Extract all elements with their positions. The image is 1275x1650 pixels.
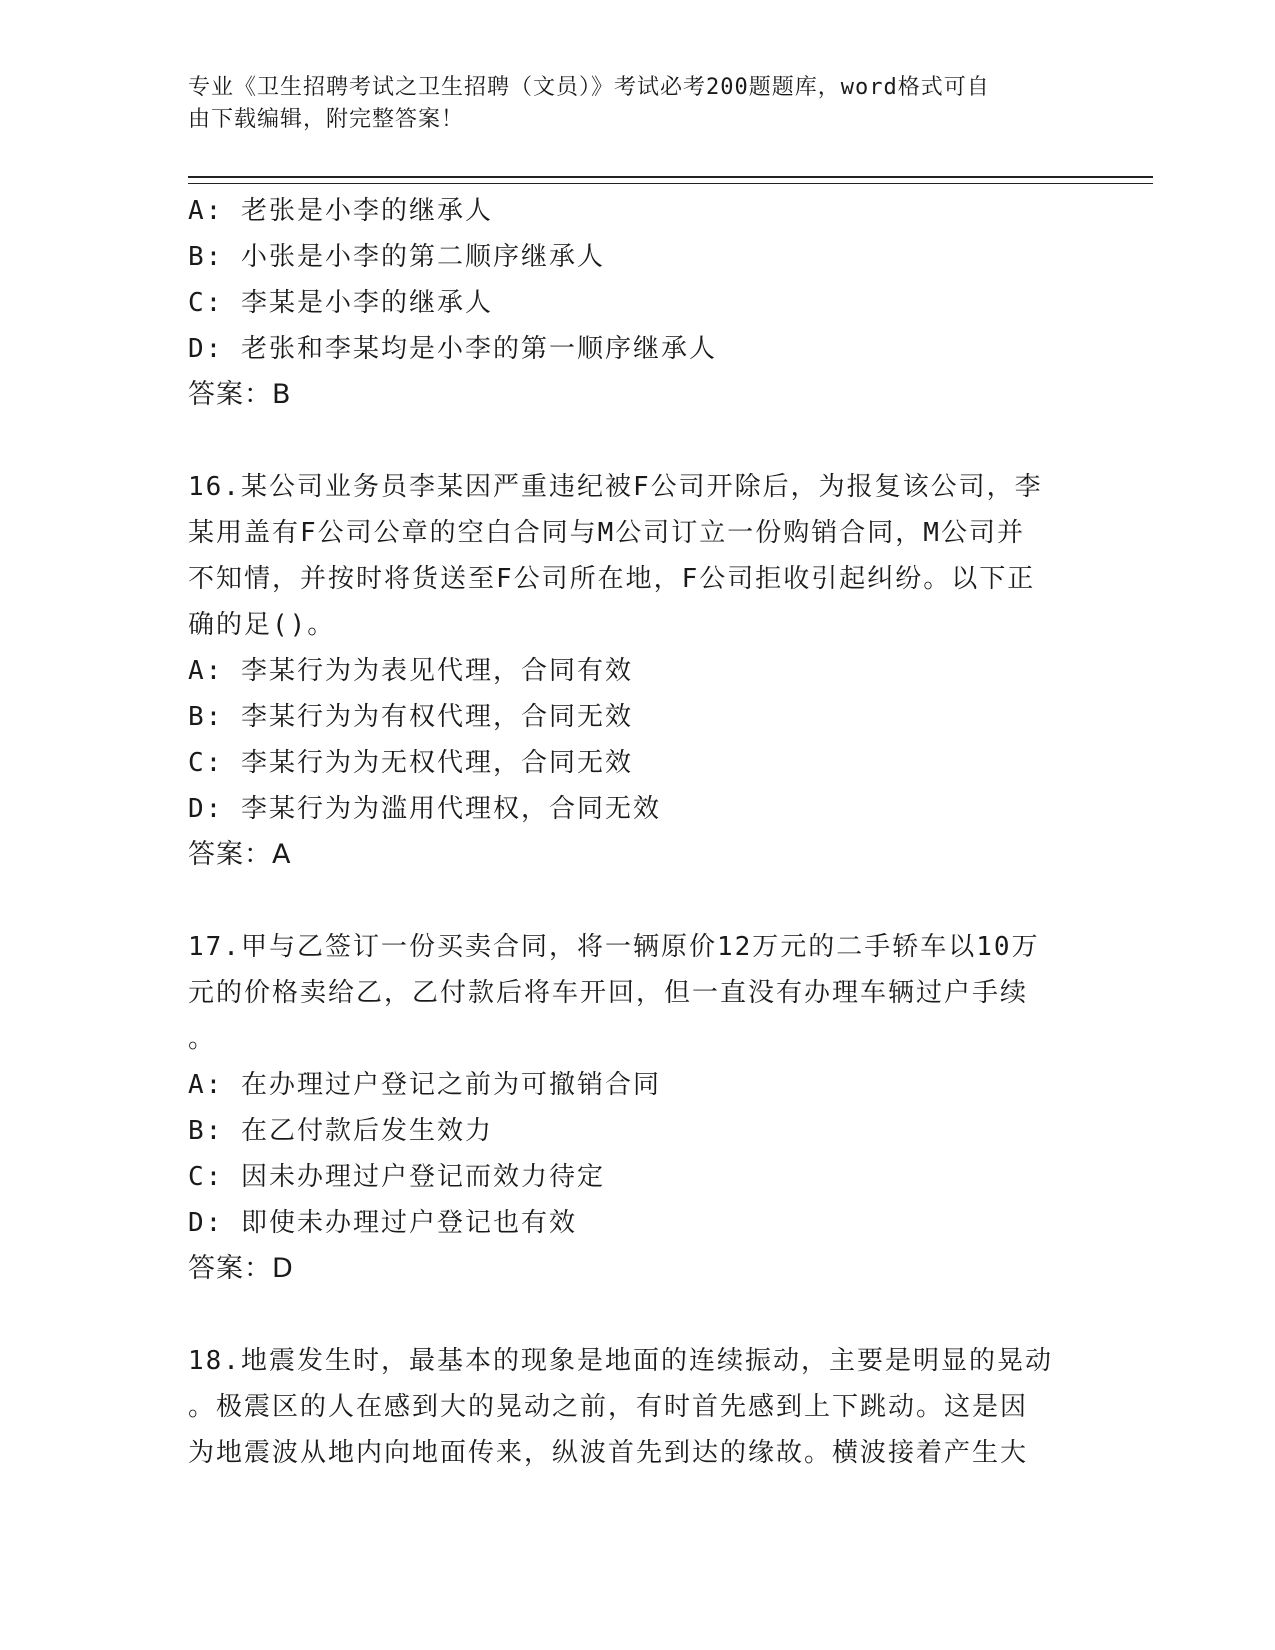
question-stem-line: 。极震区的人在感到大的晃动之前，有时首先感到上下跳动。这是因 bbox=[188, 1392, 1029, 1422]
spacer bbox=[188, 1292, 1088, 1338]
question-stem-line: 18.地震发生时，最基本的现象是地面的连续振动，主要是明显的晃动 bbox=[188, 1346, 1053, 1376]
option-a: A: 老张是小李的继承人 bbox=[188, 196, 493, 226]
question-stem-line: 确的足()。 bbox=[188, 610, 336, 640]
option-d: D: 李某行为为滥用代理权，合同无效 bbox=[188, 794, 661, 824]
option-c: C: 李某行为为无权代理，合同无效 bbox=[188, 748, 633, 778]
spacer bbox=[188, 418, 1088, 464]
answer-line: 答案：A bbox=[188, 839, 292, 870]
option-c: C: 李某是小李的继承人 bbox=[188, 288, 493, 318]
question-stem-line: 。 bbox=[188, 1024, 217, 1054]
answer-line: 答案：B bbox=[188, 379, 292, 410]
header-line-1: 专业《卫生招聘考试之卫生招聘（文员）》考试必考200题题库，word格式可自 bbox=[188, 75, 990, 100]
header-line-2: 由下载编辑，附完整答案！ bbox=[188, 107, 465, 132]
header-rule-thick bbox=[188, 176, 1153, 178]
question-stem-line: 17.甲与乙签订一份买卖合同，将一辆原价12万元的二手轿车以10万 bbox=[188, 932, 1040, 962]
question-17 bbox=[188, 924, 1088, 1292]
question-content bbox=[188, 188, 1088, 1476]
question-15 bbox=[188, 188, 1088, 418]
document-header bbox=[188, 72, 1088, 136]
option-d: D: 老张和李某均是小李的第一顺序继承人 bbox=[188, 334, 717, 364]
option-d: D: 即使未办理过户登记也有效 bbox=[188, 1208, 577, 1238]
question-stem-line: 16.某公司业务员李某因严重违纪被F公司开除后，为报复该公司，李 bbox=[188, 472, 1043, 502]
question-stem-line: 不知情，并按时将货送至F公司所在地，F公司拒收引起纠纷。以下正 bbox=[188, 564, 1036, 594]
option-c: C: 因未办理过户登记而效力待定 bbox=[188, 1162, 605, 1192]
header-rule-thin bbox=[188, 183, 1153, 184]
option-b: B: 小张是小李的第二顺序继承人 bbox=[188, 242, 605, 272]
question-stem-line: 元的价格卖给乙，乙付款后将车开回，但一直没有办理车辆过户手续 bbox=[188, 978, 1029, 1008]
option-a: A: 李某行为为表见代理，合同有效 bbox=[188, 656, 633, 686]
answer-line: 答案：D bbox=[188, 1253, 294, 1284]
question-stem-line: 某用盖有F公司公章的空白合同与M公司订立一份购销合同，M公司并 bbox=[188, 518, 1025, 548]
option-b: B: 李某行为为有权代理，合同无效 bbox=[188, 702, 633, 732]
option-a: A: 在办理过户登记之前为可撤销合同 bbox=[188, 1070, 661, 1100]
spacer bbox=[188, 878, 1088, 924]
question-16 bbox=[188, 464, 1088, 878]
question-stem-line: 为地震波从地内向地面传来，纵波首先到达的缘故。横波接着产生大 bbox=[188, 1438, 1029, 1468]
option-b: B: 在乙付款后发生效力 bbox=[188, 1116, 493, 1146]
question-18 bbox=[188, 1338, 1088, 1476]
